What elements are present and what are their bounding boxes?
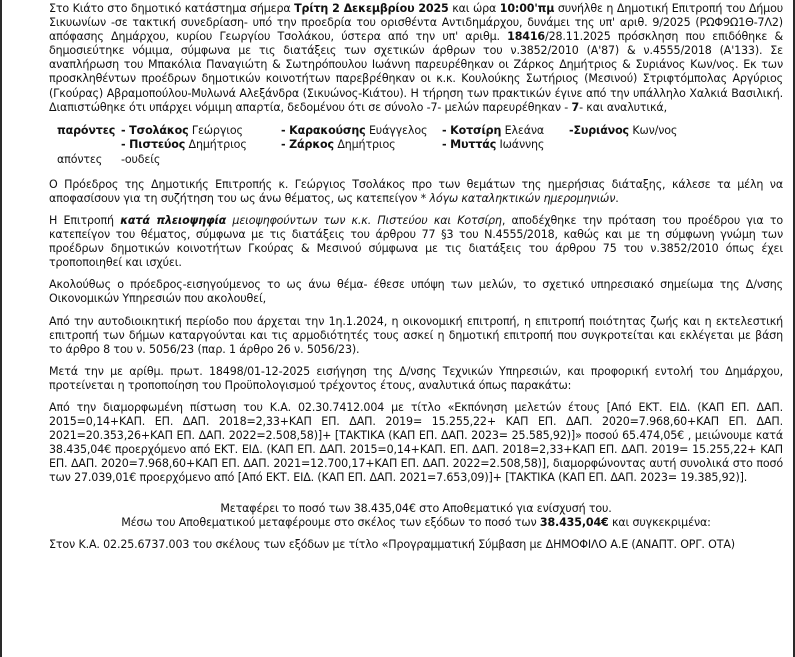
absent-label: απόντες [57,152,103,166]
budget-reduction-paragraph: Από την διαμορφωμένη πίστωση του Κ.Α. 02.30.7412.004 με τίτλο «Εκπόνηση μελετών έτους [Από ΕΚΤ. ΕΙΔ. (ΚΑΠ ΕΠ. ΔΑΠ. 2015=0,14+ΚΑΠ. ΕΠ. ΔΑΠ. 2018=2,33+ΚΑΠ ΕΠ. ΔΑΠ. 2019= 15.255,22+ ΚΑΠ ΕΠ. ΔΑΠ. 2020=7.968,60+ΚΑΠ ΕΠ. ΔΑΠ. 2021=20.353,26+ΚΑΠ ΕΠ. ΔΑΠ. 2022=2.508,58)]+ [ΤΑΚΤΙΚΑ (ΚΑΠ ΕΠ. ΔΑΠ. 2023= 25.585,92)]» ποσού 65.474,05€ , μειώνουμε κατά 38.435,04€ προερχόμενο από ΕΚΤ. ΕΙΔ. (ΚΑΠ ΕΠ. ΔΑΠ. 2015=0,14+ΚΑΠ. ΕΠ. ΔΑΠ. 2018=2,33+ΚΑΠ ΕΠ. ΔΑΠ. 2019= 15.255,22+ ΚΑΠ ΕΠ. ΔΑΠ. 2020=7.968,60+ΚΑΠ ΕΠ. ΔΑΠ. 2021=12.700,17+ΚΑΠ ΕΠ. ΔΑΠ. 2022=2.508,58)], διαμορφώνοντας αυτή συνολικά στο ποσό των 27.039,01€ προερχόμενο από [Από ΕΚΤ. ΕΙΔ. (ΚΑΠ ΕΠ. ΔΑΠ. 2021=7.653,09)]+ [ΤΑΚΤΙΚΑ (ΚΑΠ ΕΠ. ΔΑΠ. 2023= 19.385,92)]. [49,400,783,485]
present-count: 7 [571,100,580,114]
majority-text: κατά πλειοψηφία [120,213,227,227]
absent-value: -ουδείς [121,152,161,166]
member: - Καρακούσης Ευάγγελος [281,123,428,137]
budget-code-paragraph: Στον Κ.Α. 02.25.6737.003 του σκέλους των εξόδων με τίτλο «Προγραμματική Σύμβαση με ΔΗΜΟΦΙΛΟ Α.Ε (ΑΝΑΠΤ. ΟΡΓ. ΟΤΑ) [49,537,735,551]
member: - Ζάρκος Δημήτριος [281,137,396,151]
reserve-allocation-line: Μέσω του Αποθεματικού μεταφέρουμε στο σκέλος των εξόδων το ποσό των 38.435,04€ και συγκεκριμένα: [121,515,711,529]
meeting-intro-paragraph: Στο Κιάτο στο δημοτικό κατάστημα σήμερα Τρίτη 2 Δεκεμβρίου 2025 και ώρα 10:00'πμ συνήλθε η Δημοτική Επιτροπή του Δήμου Σικυωνίων -σε τακτική συνεδρίαση- υπό την προεδρία του ορισθέντα Αντιδημάρχου, δυνάμει της υπ' αριθ. 9/2025 (ΡΩΦ9Ω1Θ-7Λ2) απόφασης Δημάρχου, κυρίου Γεωργίου Τσολάκου, ύστερα από την υπ' αριθμ. 18416/28.11.2025 πρόσκληση που επιδόθηκε & δημοσιεύτηκε νόμιμα, σύμφωνα με τις διατάξεις των σχετικών άρθρων του ν.3852/2010 (Α'87) & ν.4555/2018 (Α'133). Σε αναπλήρωση του Μπακόλια Παναγιώτη & Σωτηρόπουλου Ιωάννη παρευρέθηκαν οι Ζάρκος Δημήτριος & Συριάνος Κων/νος. Εκ των προσκληθέντων προέδρων δημοτικών κοινοτήτων παρεβρέθηκαν οι κ.κ. Κουλούκης Σωτήριος (Μεσινού) Στριφτόμπολας Αργύριος (Γκούρας) Αβραμοπούλου-Μυλωνά Αλεξάνδρα (Σικυώνος-Κιάτου). Η τήρηση των πρακτικών έγινε από την υπάλληλο Χαλκιά Βασιλική. Διαπιστώθηκε ότι υπάρχει νόμιμη απαρτία, δεδομένου ότι σε σύνολο -7- μελών παρευρέθηκαν - 7- και αναλυτικά, [49,2,783,114]
legal-basis-paragraph: Από την αυτοδιοικητική περίοδο που άρχεται την 1η.1.2024, η οικονομική επιτροπή, η επιτροπή ποιότητας ζωής και η εκτελεστική επιτροπή των δήμων καταργούνται και τις αρμοδιότητές τους ασκεί η δημοτική επιτροπή που συγκροτείται και εκλέγεται με βάση το άρθρο 8 του ν. 5056/23 (παρ. 1 άρθρο 26 ν. 5056/23). [49,314,783,356]
meeting-time: 10:00'πμ [499,2,555,15]
allocation-amount: 38.435,04€ [539,515,609,529]
attendance-list [49,124,783,170]
meeting-date: Τρίτη 2 Δεκεμβρίου 2025 [294,2,449,15]
member: - Τσολάκος Γεώργιος [121,123,243,137]
member: - Κοτσίρη Ελεάνα [442,123,545,137]
reserve-transfer-line: Μεταφέρει το ποσό των 38.435,04€ στο Αποθεματικό για ενίσχυσή του. [220,501,612,515]
proposal-paragraph: Μετά την με αρίθμ. πρωτ. 18498/01-12-2025 εισήγηση της Δ/νσης Τεχνικών Υπηρεσιών, και προφορική εντολή του Δημάρχου, προτείνεται η τροποποίηση του Προϋπολογισμού τρέχοντος έτους, αναλυτικά όπως παρακάτω: [49,364,783,392]
member: -Συριάνος Κων/νος [569,123,678,137]
member: - Μυττάς Ιωάννης [442,137,545,151]
present-label: παρόντες [57,123,116,137]
urgency-paragraph: Ο Πρόεδρος της Δημοτικής Επιτροπής κ. Γεώργιος Τσολάκος προ των θεμάτων της ημερήσιας διάταξης, κάλεσε τα μέλη να αποφασίσουν για τη συζήτηση του ως άνω θέματος, ως κατεπείγον * λόγω καταληκτικών ημερομηνιών. [49,177,783,205]
committee-decision-paragraph: Η Επιτροπή κατά πλειοψηφία μειοψηφούντων των κ.κ. Πιστεύου και Κοτσίρη, αποδέχθηκε την πρόταση του προέδρου για το κατεπείγον του θέματος, σύμφωνα με τις διατάξεις του άρθρου 77 §3 του Ν.4555/2018, καθώς και με τη σύμφωνη γνώμη των προέδρων δημοτικών κοινοτήτων Γκούρας & Μεσινού σύμφωνα με τις διατάξεις του άρθρου 75 του ν.3852/2010 όπως έχει τροποποιηθεί και ισχύει. [49,213,783,270]
document-body [49,2,783,552]
member: - Πιστεύος Δημήτριος [121,137,247,151]
rapporteur-paragraph: Ακολούθως ο πρόεδρος-εισηγούμενος το ως άνω θέμα- έθεσε υπόψη των μελών, το σχετικό υπηρεσιακό σημείωμα της Δ/νσης Οικονομικών Υπηρεσιών που ακολουθεί, [49,278,783,306]
invitation-number: 18416 [507,30,546,44]
